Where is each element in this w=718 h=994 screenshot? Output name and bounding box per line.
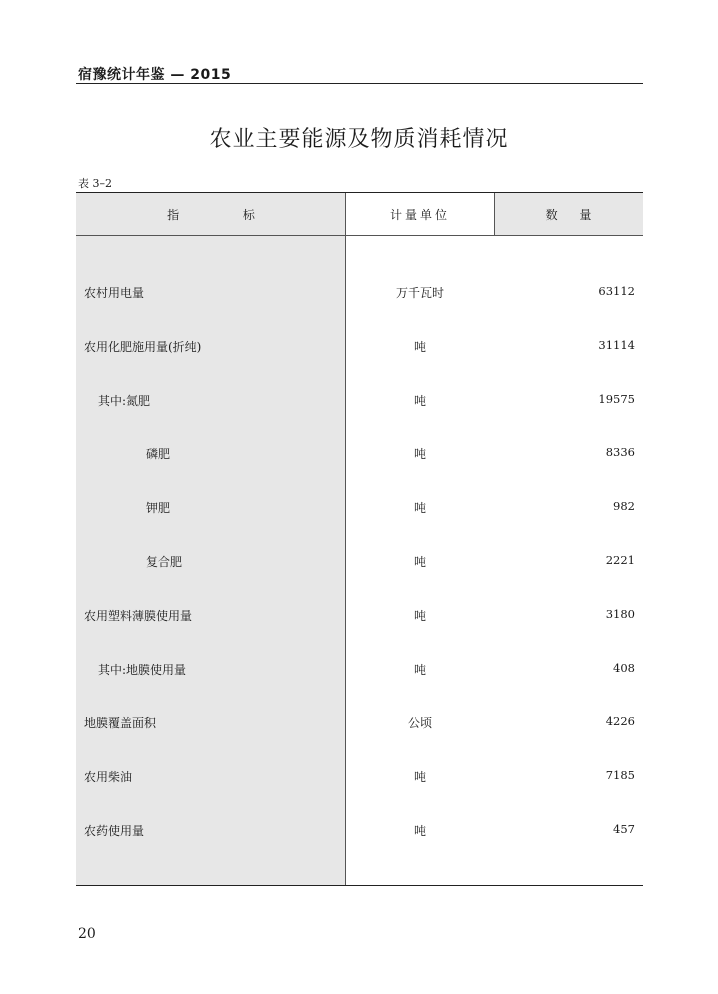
row-unit: 公顷 bbox=[407, 716, 432, 731]
table-row bbox=[76, 338, 643, 358]
row-unit: 万千瓦时 bbox=[395, 286, 444, 300]
row-indicator: 磷肥 bbox=[146, 447, 171, 462]
row-value: 19575 bbox=[598, 391, 635, 406]
row-unit: 吨 bbox=[413, 393, 426, 408]
header-rule bbox=[76, 83, 643, 84]
row-indicator: 钾肥 bbox=[146, 501, 171, 516]
table-id: 表 3–2 bbox=[78, 177, 112, 190]
table-row bbox=[76, 284, 643, 304]
row-unit: 吨 bbox=[413, 608, 426, 623]
row-unit: 吨 bbox=[413, 770, 426, 785]
table-row bbox=[76, 553, 643, 573]
row-indicator: 农用塑料薄膜使用量 bbox=[84, 608, 193, 623]
row-value: 408 bbox=[613, 660, 635, 675]
table-row bbox=[76, 822, 643, 842]
column-header-indicator: 指 标 bbox=[167, 208, 255, 222]
row-indicator: 其中:氮肥 bbox=[98, 393, 151, 408]
column-header-quantity: 数 量 bbox=[545, 208, 592, 222]
row-value: 3180 bbox=[605, 606, 635, 621]
row-indicator: 地膜覆盖面积 bbox=[84, 716, 157, 731]
table-row bbox=[76, 661, 643, 681]
row-unit: 吨 bbox=[413, 447, 426, 462]
column-header-unit: 计量单位 bbox=[389, 208, 450, 222]
table-row bbox=[76, 607, 643, 627]
table-row bbox=[76, 768, 643, 788]
row-unit: 吨 bbox=[413, 662, 426, 677]
row-indicator: 复合肥 bbox=[146, 555, 183, 569]
table-row bbox=[76, 714, 643, 734]
row-value: 63112 bbox=[598, 284, 635, 298]
row-indicator: 农用柴油 bbox=[84, 770, 133, 785]
table-row bbox=[76, 392, 643, 412]
table-row bbox=[76, 499, 643, 519]
page-number: 20 bbox=[78, 926, 96, 942]
row-value: 457 bbox=[613, 822, 635, 836]
row-indicator: 农村用电量 bbox=[84, 286, 145, 300]
row-value: 7185 bbox=[605, 768, 635, 783]
page-title: 农业主要能源及物质消耗情况 bbox=[209, 127, 509, 152]
row-value: 982 bbox=[613, 499, 635, 514]
row-unit: 吨 bbox=[413, 824, 426, 838]
row-value: 8336 bbox=[605, 445, 635, 460]
row-indicator: 其中:地膜使用量 bbox=[98, 662, 187, 677]
data-table bbox=[76, 192, 643, 886]
row-value: 4226 bbox=[605, 714, 635, 729]
row-value: 31114 bbox=[598, 337, 635, 352]
running-header: 宿豫统计年鉴 — 2015 bbox=[78, 67, 232, 83]
row-value: 2221 bbox=[605, 553, 635, 567]
table-row bbox=[76, 445, 643, 465]
row-unit: 吨 bbox=[413, 339, 426, 354]
header-row-rule bbox=[76, 235, 643, 236]
row-indicator: 农药使用量 bbox=[84, 824, 145, 838]
row-unit: 吨 bbox=[413, 501, 426, 516]
row-indicator: 农用化肥施用量(折纯) bbox=[84, 339, 202, 354]
row-unit: 吨 bbox=[413, 555, 426, 569]
